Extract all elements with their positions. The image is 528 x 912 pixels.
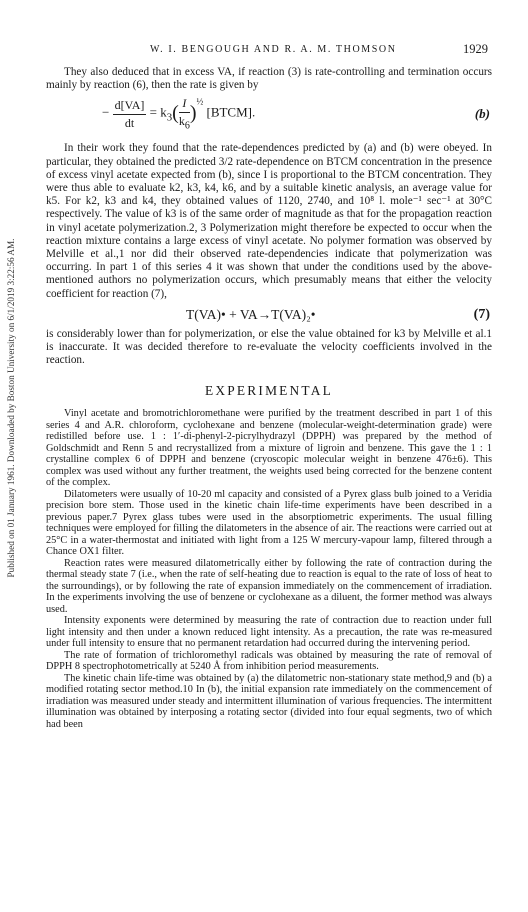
equation-b-formula xyxy=(102,96,255,131)
equation-b-ratio-k-subscript: 6 xyxy=(184,120,190,132)
section-heading-experimental: EXPERIMENTAL xyxy=(205,383,333,399)
equation-b-minus: − xyxy=(102,105,110,121)
equation-7-label: (7) xyxy=(473,306,490,322)
equation-b-k-subscript: 3 xyxy=(166,111,173,124)
page-number: 1929 xyxy=(463,42,488,56)
intro-paragraph-1: They also deduced that in excess VA, if reaction (3) is rate-controlling and termination occurs mainly by reaction (6), then the rate is given by xyxy=(46,66,492,92)
equation-b-ratio-k: k xyxy=(178,114,185,129)
equation-7-formula: T(VA)• + VA→T(VA)₂• xyxy=(186,306,316,322)
equation-b xyxy=(46,94,492,136)
experimental-paragraph: The kinetic chain life-time was obtained by (a) the dilatometric non-stationary state method,9 and (b) a modified rotating sector method.10 In (b), the initial expansion rate immediately on the commencement of irradiation was measured under steady and intermittent illumination of various frequencies. The intermittent illumination was obtained by interposing a rotating sector (divided into four equal segments, two of which had been xyxy=(46,672,492,730)
download-watermark xyxy=(4,160,18,660)
experimental-paragraph: Vinyl acetate and bromotrichloromethane were purified by the treatment described in part 1 of this series 4 and A.R. chloroform, cyclohexane and benzene (molecular-weight-determination grade) were redistilled before use. 1 : 1′-di-phenyl-2-picrylhydrazyl (DPPH) was prepared by the method of Goldschmidt and Renn 5 and recrystallized from a mixture of ligroin and benzene. This gave the 1 : 1 crystalline complex 6 of DPPH and benzene (cryoscopic molecular weight in benzene 476±6). This complex was used without any further treatment, the weights used being corrected for the benzene content of the complex. xyxy=(46,408,492,489)
equation-b-open-paren: ( xyxy=(172,102,179,125)
equation-b-label: (b) xyxy=(474,106,490,122)
intro-paragraph-3: is considerably lower than for polymerization, or else the value obtained for k3 by Melville et al.1 is inaccurate. It was decided therefore to re-evaluate the velocity coefficients involved in the reaction. xyxy=(46,327,492,367)
equation-b-derivative xyxy=(113,98,147,131)
experimental-paragraph: The rate of formation of trichloromethyl radicals was obtained by measuring the rate of removal of DPPH 8 spectrophotometrically at 5240 Å from inhibition period measurements. xyxy=(46,649,492,673)
running-head: W. I. BENGOUGH AND R. A. M. THOMSON xyxy=(150,44,397,55)
equation-b-ratio-denominator xyxy=(179,113,190,131)
page-header xyxy=(60,44,488,58)
experimental-paragraph: Dilatometers were usually of 10-20 ml capacity and consisted of a Pyrex glass bulb joined to a Veridia precision bore stem. Those used in the kinetic chain life-time experiments have been described in a previous paper.7 Pyrex glass tubes were used in the absorptiometric experiments. The usual filling techniques were employed for filling the dilatometers in the absence of air. The reactions were carried out at 25°C in a water-thermostat and initiated with light from a 125 W mercury-vapour lamp, filtered through a Chance OX1 filter. xyxy=(46,488,492,558)
experimental-paragraph: Intensity exponents were determined by measuring the rate of contraction due to reaction under full light intensity and then under a known reduced light intensity. As a precaution, the rate was re-measured under full intensity to ensure that no permanent retardation had occurred during the intervening period. xyxy=(46,615,492,650)
intro-paragraph-2: In their work they found that the rate-dependences predicted by (a) and (b) were obeyed. In particular, they obtained the predicted 3/2 rate-dependence on BTCM concentration in the presence of excess vinyl acetate expected from (b), since I is proportional to the BTCM concentration. They were thus able to evaluate k2, k3, k4, k6, and by a suitable kinetic analysis, an average value for k5. For k2, k3 and k4, they obtained values of 1120, 2740, and 10⁸ l. mole⁻¹ sec⁻¹ at 30°C respectively. The value of k3 is of the same order of magnitude as that for the propagation reaction in vinyl acetate polymerization.2, 3 Polymerization might therefore be expected to occur when the reaction mixture contains a large excess of vinyl acetate. No polymer formation was observed by Melville et al.,1 nor did their observed rate-dependencies indicate that polymerization was occurring. In part 1 of this series 4 it was shown that under the conditions used by the above-mentioned authors no polymerization occurs, which presumably means that either the velocity coefficient for reaction (7), xyxy=(46,142,492,300)
experimental-paragraph: Reaction rates were measured dilatometrically either by following the rate of contraction during the thermal steady state 7 (i.e., when the rate of self-heating due to reaction is equal to the rate of loss of heat to the surroundings), or by following the rate of expansion immediately on the commencement of irradiation. In the experiments involving the use of benzene or cyclohexane as a diluent, the former method was always used. xyxy=(46,557,492,615)
equation-b-close-paren: ) xyxy=(189,102,197,125)
equation-7 xyxy=(46,305,492,325)
equation-b-equals-k: = k xyxy=(149,105,167,121)
experimental-section xyxy=(46,408,492,730)
equation-b-ratio xyxy=(179,96,190,131)
equation-b-denominator: dt xyxy=(124,115,135,130)
download-watermark-text: Published on 01 January 1961. Downloaded by Boston University on 6/1/2019 3:22:56 AM. xyxy=(6,238,16,578)
equation-b-numerator: d[VA] xyxy=(113,98,147,115)
equation-b-btcm: [BTCM]. xyxy=(203,105,256,121)
article-body xyxy=(46,66,492,730)
equation-b-exponent: ½ xyxy=(196,97,204,108)
equation-b-ratio-numerator: I xyxy=(179,96,190,113)
